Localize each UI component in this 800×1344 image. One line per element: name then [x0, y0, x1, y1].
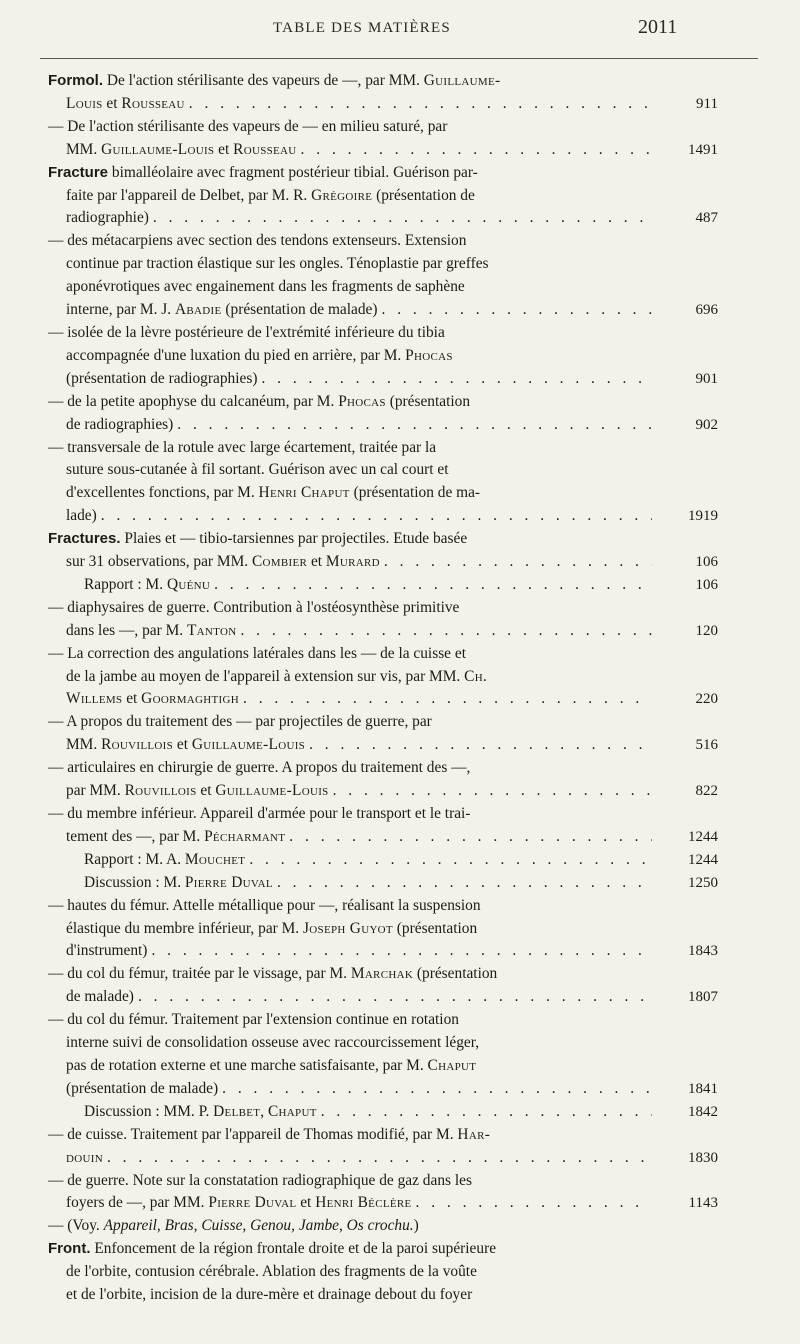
author-name: Mouchet: [184, 850, 246, 868]
text-run: et: [102, 94, 122, 112]
text-run: élastique du membre inférieur, par M.: [66, 919, 303, 937]
index-line: [48, 1261, 656, 1284]
author-name: douin: [66, 1148, 103, 1166]
text-run: de malade): [66, 988, 134, 1006]
index-line: [48, 1192, 718, 1215]
text-run: interne, par M. J.: [66, 301, 175, 319]
text-run: Enfoncement de la région frontale droite et de la paroi supérieure: [90, 1240, 497, 1258]
author-name: Guillaume-Louis: [191, 736, 306, 754]
text-run: — du col du fémur, traitée par le vissage, par M.: [48, 965, 351, 983]
line-text: [66, 986, 134, 1009]
text-run: De l'action stérilisante des vapeurs de —, par MM.: [103, 72, 424, 89]
index-line: [48, 1238, 656, 1261]
index-line: [48, 1055, 656, 1078]
text-run: ,: [260, 1102, 268, 1120]
text-run: de la jambe au moyen de l'appareil à extension sur vis, par MM.: [66, 667, 465, 685]
text-run: et: [307, 553, 326, 571]
author-name: Guillaume-: [423, 72, 501, 89]
line-text: [48, 965, 497, 982]
text-run: Rapport : M. A.: [84, 850, 185, 868]
line-text: [48, 1011, 459, 1028]
text-run: continue par traction élastique sur les ongles. Ténoplastie par greffes: [66, 255, 489, 273]
index-line: [48, 1078, 718, 1101]
page-reference: 1830: [688, 1149, 718, 1166]
index-line: [48, 551, 718, 574]
text-run: MM.: [66, 736, 102, 754]
dot-leader: [382, 299, 652, 322]
line-text: [84, 872, 273, 895]
text-run: dans les —, par M.: [66, 621, 187, 639]
line-text: [48, 599, 459, 616]
text-run: par MM.: [66, 782, 125, 800]
line-text: [66, 1286, 472, 1303]
index-line: [48, 345, 656, 368]
author-name: Ch.: [464, 667, 488, 685]
text-run: aponévrotiques avec engainement dans les fragments de saphène: [66, 278, 465, 296]
index-line: [48, 230, 656, 253]
index-line: [48, 849, 718, 872]
index-line: [48, 70, 656, 93]
line-text: [66, 780, 329, 803]
author-name: Grégoire: [311, 186, 373, 204]
index-line: [48, 643, 656, 666]
author-name: Henri Béclère: [315, 1194, 412, 1212]
text-run: Rapport : M.: [84, 575, 167, 593]
index-line: [48, 734, 718, 757]
text-run: — du membre inférieur. Appareil d'armée pour le transport et le trai-: [48, 805, 471, 822]
index-line: [48, 116, 656, 139]
dot-leader: [309, 734, 652, 757]
text-run: de radiographies): [66, 415, 174, 433]
page-reference: 1807: [688, 989, 718, 1006]
text-run: d'excellentes fonctions, par M.: [66, 484, 259, 502]
line-text: [48, 1240, 496, 1257]
index-line: [48, 918, 656, 941]
author-name: Joseph Guyot: [303, 919, 393, 937]
line-text: [48, 324, 445, 341]
line-text: [66, 1078, 218, 1101]
line-text: [84, 849, 245, 872]
text-run: et: [214, 140, 234, 158]
author-name: Pierre Duval: [208, 1194, 297, 1212]
author-name: Marchak: [350, 965, 414, 983]
line-text: [48, 645, 466, 662]
dot-leader: [153, 207, 652, 230]
index-line: [48, 826, 718, 849]
text-run: Discussion : MM. P.: [84, 1102, 214, 1120]
text-run: de l'orbite, contusion cérébrale. Ablation des fragments de la voûte: [66, 1263, 477, 1281]
index-line: [48, 299, 718, 322]
text-run: sur 31 observations, par MM.: [66, 553, 252, 571]
index-line: [48, 207, 718, 230]
author-name: Rousseau: [121, 94, 185, 112]
text-run: et de l'orbite, incision de la dure-mère et drainage debout du foyer: [66, 1286, 473, 1304]
index-line: [48, 162, 656, 185]
text-run: et: [173, 736, 192, 754]
index-line: [48, 1009, 656, 1032]
index-line: [48, 1284, 656, 1307]
line-text: [84, 574, 210, 597]
index-line: [48, 597, 656, 620]
text-run: (présentation de: [372, 186, 475, 204]
text-run: suture sous-cutanée à fil sortant. Guérison avec un cal court et: [66, 461, 449, 479]
page-reference: 822: [695, 783, 718, 800]
index-line: [48, 459, 656, 482]
line-text: [84, 1101, 317, 1124]
text-run: foyers de —, par MM.: [66, 1194, 209, 1212]
text-run: interne suivi de consolidation osseuse avec raccourcissement léger,: [66, 1034, 480, 1052]
dot-leader: [321, 1101, 652, 1124]
line-text: [66, 461, 449, 478]
line-text: [66, 940, 147, 963]
dot-leader: [333, 780, 652, 803]
page-reference: 1244: [688, 851, 718, 868]
index-entries: [48, 70, 718, 1307]
index-line: [48, 185, 656, 208]
text-run: bimalléolaire avec fragment postérieur tibial. Guérison par-: [108, 163, 478, 181]
author-name: Abadie: [175, 301, 222, 319]
dot-leader: [243, 688, 652, 711]
author-name: Delbet: [213, 1102, 261, 1120]
author-name: Louis: [66, 94, 103, 112]
text-run: faite par l'appareil de Delbet, par M. R.: [66, 186, 312, 204]
index-line: [48, 574, 718, 597]
author-name: Phocas: [338, 392, 386, 410]
dot-leader: [384, 551, 652, 574]
line-text: [48, 1217, 419, 1234]
line-text: [66, 1057, 476, 1074]
text-run: — de cuisse. Traitement par l'appareil de Thomas modifié, par M.: [48, 1125, 458, 1143]
dot-leader: [107, 1147, 652, 1170]
running-title: TABLE DES MATIÈRES: [273, 20, 451, 36]
text-run: — isolée de la lèvre postérieure de l'extrémité inférieure du tibia: [48, 323, 445, 341]
line-text: [66, 368, 257, 391]
text-run: et: [196, 782, 216, 800]
text-run: — hautes du fémur. Attelle métallique pour —, réalisant la suspension: [48, 896, 481, 914]
line-text: [48, 393, 470, 410]
text-run: (présentation de radiographies): [66, 369, 258, 387]
index-line: [48, 940, 718, 963]
author-name: Chaput: [427, 1056, 477, 1074]
page-reference: 120: [695, 622, 718, 639]
text-run: et: [122, 690, 142, 708]
author-name: Phocas: [405, 346, 453, 364]
text-run: — de guerre. Note sur la constatation radiographique de gaz dans les: [48, 1171, 472, 1189]
author-name: Rouvillois: [124, 782, 197, 800]
line-text: [48, 713, 432, 730]
headword: Fracture: [48, 163, 109, 181]
index-line: [48, 1215, 656, 1238]
text-run: — des métacarpiens avec section des tendons extenseurs. Extension: [48, 232, 467, 250]
line-text: [66, 505, 97, 528]
index-line: [48, 391, 656, 414]
text-run: d'instrument): [66, 942, 148, 960]
index-line: [48, 963, 656, 986]
author-name: Combier: [251, 553, 308, 571]
page-reference: 901: [695, 370, 718, 387]
page-reference: 516: [695, 737, 718, 754]
page-reference: 911: [696, 95, 718, 112]
dot-leader: [151, 940, 652, 963]
author-name: Pierre Duval: [184, 873, 273, 891]
index-line: [48, 505, 718, 528]
line-text: [48, 530, 467, 547]
text-run: (présentation: [385, 392, 471, 410]
page-header: [0, 16, 800, 46]
author-name: Rousseau: [233, 140, 297, 158]
dot-leader: [222, 1078, 652, 1101]
author-name: Guillaume-Louis: [101, 140, 215, 158]
index-line: [48, 986, 718, 1009]
author-name: Guillaume-Louis: [215, 782, 329, 800]
text-run: — du col du fémur. Traitement par l'extension continue en rotation: [48, 1011, 459, 1029]
index-line: [48, 482, 656, 505]
page-reference: 696: [695, 302, 718, 319]
page-reference: 1841: [688, 1080, 718, 1097]
dot-leader: [261, 368, 652, 391]
index-line: [48, 253, 656, 276]
author-name: Rouvillois: [101, 736, 174, 754]
author-name: Henri Chaput: [258, 484, 350, 502]
line-text: [48, 232, 466, 249]
text-run: — A propos du traitement des — par projectiles de guerre, par: [48, 713, 432, 731]
page-reference: 1143: [688, 1195, 718, 1212]
dot-leader: [138, 986, 652, 1009]
index-line: [48, 711, 656, 734]
text-run: Discussion : M.: [84, 873, 185, 891]
text-run: lade): [66, 507, 97, 525]
page-reference: 106: [695, 554, 718, 571]
index-line: [48, 1032, 656, 1055]
text-run: (présentation de ma-: [349, 484, 481, 502]
page-reference: 1919: [688, 508, 718, 525]
line-text: [66, 187, 475, 204]
dot-leader: [101, 505, 652, 528]
dot-leader: [301, 139, 652, 162]
text-run: et: [296, 1194, 316, 1212]
author-name: Chaput: [267, 1102, 317, 1120]
page-reference: 1244: [688, 828, 718, 845]
line-text: [66, 207, 149, 230]
page-reference: 106: [695, 576, 718, 593]
text-run: (présentation de malade): [66, 1079, 219, 1097]
line-text: [48, 805, 470, 822]
index-line: [48, 803, 656, 826]
line-text: [66, 299, 378, 322]
line-text: [66, 1192, 412, 1215]
text-run: accompagnée d'une luxation du pied en arrière, par M.: [66, 346, 406, 364]
line-text: [48, 1172, 472, 1189]
line-text: [66, 734, 305, 757]
page-reference: 1491: [688, 141, 718, 158]
headword: Formol.: [48, 72, 103, 89]
page-reference: 220: [695, 691, 718, 708]
headword: Fractures.: [48, 530, 121, 548]
index-line: [48, 139, 718, 162]
text-run: — La correction des angulations latérales dans les — de la cuisse et: [48, 644, 466, 662]
author-name: Quénu: [166, 575, 211, 593]
text-run: MM.: [66, 140, 102, 158]
dot-leader: [277, 872, 652, 895]
text-run: radiographie): [66, 209, 149, 227]
text-run: Plaies et — tibio-tarsiennes par projectiles. Etude basée: [120, 530, 468, 548]
line-text: [48, 759, 470, 776]
line-text: [48, 897, 481, 914]
line-text: [66, 278, 465, 295]
text-run: — De l'action stérilisante des vapeurs de — en milieu saturé, par: [48, 117, 448, 135]
index-line: [48, 666, 656, 689]
index-line: [48, 688, 718, 711]
line-text: [66, 1263, 477, 1280]
index-line: [48, 1124, 656, 1147]
index-line: [48, 414, 718, 437]
index-line: [48, 872, 718, 895]
page-reference: 1843: [688, 943, 718, 960]
page-reference: 487: [695, 210, 718, 227]
index-line: [48, 620, 718, 643]
index-line: [48, 528, 656, 551]
line-text: [48, 118, 447, 135]
index-line: [48, 368, 718, 391]
dot-leader: [416, 1192, 652, 1215]
line-text: [48, 439, 436, 456]
author-name: Goormaghtigh: [141, 690, 239, 708]
page-number: 2011: [638, 16, 678, 38]
line-text: [66, 551, 380, 574]
index-line: [48, 895, 656, 918]
line-text: [66, 255, 489, 272]
line-text: [66, 620, 236, 643]
text-run: — (Voy.: [48, 1217, 104, 1235]
text-run: pas de rotation externe et une marche satisfaisante, par M.: [66, 1056, 428, 1074]
text-run: — de la petite apophyse du calcanéum, par M.: [48, 392, 339, 410]
author-name: Har-: [457, 1125, 491, 1143]
dot-leader: [249, 849, 652, 872]
line-text: [48, 164, 478, 181]
author-name: Murard: [325, 553, 380, 571]
index-line: [48, 322, 656, 345]
text-run: tement des —, par M.: [66, 827, 205, 845]
page-reference: 902: [695, 416, 718, 433]
headword: Front.: [48, 1240, 91, 1258]
line-text: [66, 484, 480, 501]
text-run: ): [413, 1217, 419, 1235]
line-text: [48, 1126, 490, 1143]
text-run: — transversale de la rotule avec large écartement, traitée par la: [48, 438, 437, 456]
dot-leader: [189, 93, 652, 116]
line-text: [66, 920, 477, 937]
header-rule: [40, 58, 758, 59]
line-text: [66, 347, 453, 364]
line-text: [66, 1147, 103, 1170]
index-line: [48, 93, 718, 116]
dot-leader: [240, 620, 652, 643]
line-text: [66, 414, 173, 437]
dot-leader: [214, 574, 652, 597]
line-text: [66, 139, 297, 162]
page-reference: 1250: [688, 874, 718, 891]
author-name: Pécharmant: [204, 827, 286, 845]
index-line: [48, 1101, 718, 1124]
dot-leader: [177, 414, 652, 437]
dot-leader: [289, 826, 652, 849]
line-text: [66, 826, 285, 849]
index-line: [48, 1170, 656, 1193]
line-text: [66, 1034, 479, 1051]
index-line: [48, 780, 718, 803]
page-reference: 1842: [688, 1103, 718, 1120]
text-run: (présentation: [413, 965, 498, 983]
index-line: [48, 1147, 718, 1170]
author-name: Willems: [66, 690, 123, 708]
line-text: [66, 93, 185, 116]
line-text: [66, 688, 239, 711]
text-run: (présentation: [392, 919, 478, 937]
index-line: [48, 757, 656, 780]
index-line: [48, 276, 656, 299]
index-line: [48, 437, 656, 460]
author-name: Tanton: [186, 621, 237, 639]
line-text: [66, 668, 487, 685]
line-text: [48, 72, 500, 89]
text-run: — diaphysaires de guerre. Contribution à l'ostéosynthèse primitive: [48, 598, 460, 616]
cross-reference: Appareil, Bras, Cuisse, Genou, Jambe, Os crochu.: [103, 1217, 414, 1235]
text-run: (présentation de malade): [221, 301, 378, 319]
text-run: — articulaires en chirurgie de guerre. A propos du traitement des —,: [48, 759, 471, 777]
